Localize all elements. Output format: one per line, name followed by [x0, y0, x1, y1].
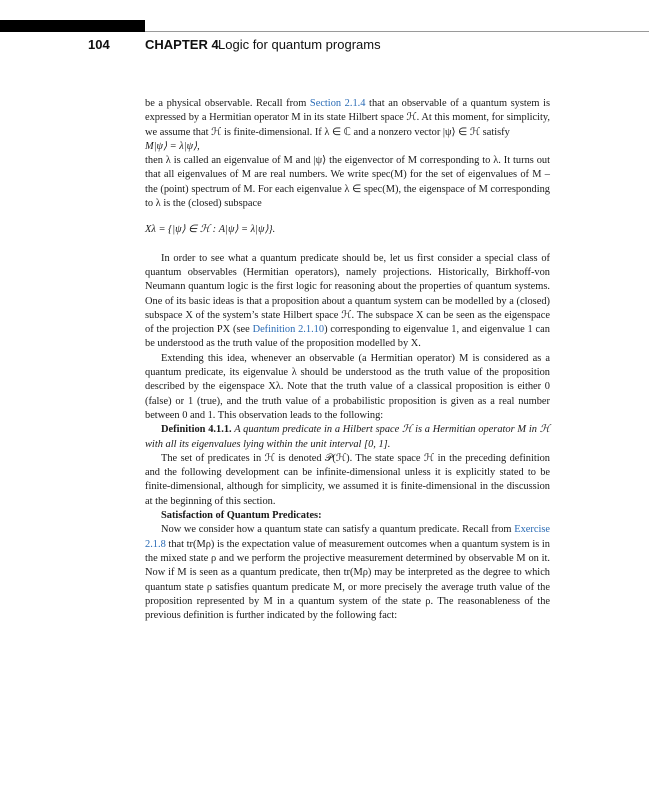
- section-heading: Satisfaction of Quantum Predicates:: [161, 510, 322, 522]
- definition-label: Definition 4.1.1.: [161, 424, 232, 436]
- paragraph-2: then λ is called an eigenvalue of M and |ψ⟩ the eigenvector of M corresponding to λ. It turns out that all eigenvalues of M are real numbers. We write spec(M) for the set of eigenvalues of M – the (point) spectrum of M. For each eigenvalue λ ∈ spec(M), the eigenspace of M corresponding to λ is the (closed) subspace: [145, 155, 550, 210]
- equation-eigenvalue: M|ψ⟩ = λ|ψ⟩,: [145, 140, 200, 152]
- page-number: 104: [88, 37, 110, 52]
- definition-4-1-1: [145, 423, 550, 452]
- chapter-label: CHAPTER 4: [145, 37, 219, 52]
- definition-text: A quantum predicate in a Hilbert space ℋ is a Hermitian operator M in ℋ with all its eigenvalues lying within the unit interval [0, 1].: [145, 424, 550, 450]
- paragraph-3: In order to see what a quantum predicate should be, let us first consider a special class of quantum observables (Hermitian operators), namely projections. Historically, Birkhoff-von Neumann quantum logic is the first logic for reasoning about the properties of quantum systems. One of its basic ideas is that a proposition about a quantum system can be modelled by a (closed) subspace X of the system’s state Hilbert space ℋ. The subspace X can be seen as the eigenspace of the projection PX (see Definition 2.1.10) corresponding to eigenvalue 1, and eigenvalue 1 can be understood as the truth value of the proposition modelled by X.: [145, 252, 550, 350]
- paragraph-6: Now we consider how a quantum state can satisfy a quantum predicate. Recall from Exercise 2.1.8 that tr(Mρ) is the expectation value of measurement outcomes when a quantum system is in the mixed state ρ and we perform the projective measurement determined by observable M on it. Now if M is seen as a quantum predicate, then tr(Mρ) may be interpreted as the degree to which quantum state ρ satisfies quantum predicate M, or more precisely the average truth value of the proposition represented by M in a quantum system of the state ρ. The reasonableness of the previous definition is further indicated by the following fact:: [145, 524, 550, 622]
- exercise-2-1-8-link[interactable]: Exercise 2.1.8: [145, 524, 550, 550]
- body-text: [145, 97, 550, 623]
- section-2-1-4-link[interactable]: Section 2.1.4: [309, 98, 366, 109]
- header-rule: [145, 31, 649, 32]
- running-head: [88, 37, 381, 52]
- paragraph-5: The set of predicates in ℋ is denoted 𝒫(ℋ). The state space ℋ in the preceding definition and the following development can be infinite-dimensional unless it is explicitly stated to be finite-dimensional, although for simplicity, we assumed it is finite-dimensional in the discussion at the beginning of this section.: [145, 452, 550, 507]
- equation-eigenspace: Xλ = {|ψ⟩ ∈ ℋ : A|ψ⟩ = λ|ψ⟩}.: [145, 224, 276, 236]
- definition-2-1-10-link[interactable]: Definition 2.1.10: [252, 324, 325, 336]
- header-black-bar: [0, 20, 145, 32]
- paragraph-4: Extending this idea, whenever an observable (a Hermitian operator) M is considered as a quantum predicate, its eigenvalue λ should be understood as the truth value of the proposition described by the eigenspace Xλ. Note that the truth value of a classical proposition is either 0 (false) or 1 (true), and the truth value of a probabilistic proposition is given as a real number between 0 and 1. This observation leads to the following:: [145, 352, 550, 421]
- paragraph-1: be a physical observable. Recall from Section 2.1.4 that an observable of a quantum system is expressed by a Hermitian operator M in its state Hilbert space ℋ. At this moment, for simplicity, we assume that ℋ is finite-dimensional. If λ ∈ ℂ and a nonzero vector |ψ⟩ ∈ ℋ satisfy: [145, 98, 550, 138]
- chapter-title: Logic for quantum programs: [218, 37, 381, 52]
